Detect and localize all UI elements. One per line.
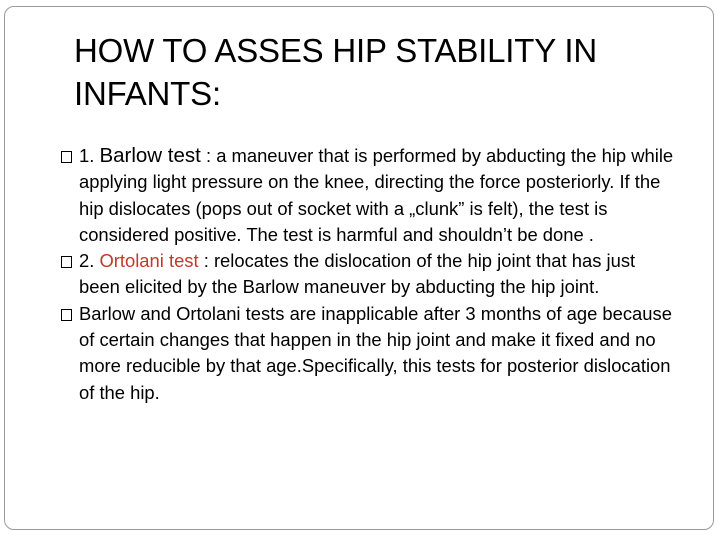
bullet-number: 2. bbox=[79, 250, 100, 272]
slide-body bbox=[59, 143, 679, 406]
bullet-box-icon bbox=[61, 256, 72, 268]
bullet-number: 1. bbox=[79, 145, 100, 166]
bullet-age-limit bbox=[59, 301, 679, 406]
bullet-barlow bbox=[59, 143, 679, 248]
slide-title: HOW TO ASSES HIP STABILITY IN INFANTS: bbox=[74, 32, 597, 112]
bullet-ortolani bbox=[59, 248, 679, 301]
bullet-box-icon bbox=[61, 151, 72, 163]
barlow-test-term: Barlow test bbox=[99, 144, 201, 167]
ortolani-test-term: Ortolani test bbox=[99, 250, 199, 272]
bullet-box-icon bbox=[61, 309, 72, 321]
bullet-text: : relocates the dislocation of the hip joint that has just been elicited by the Barlow maneuver by abducting the hip joint. bbox=[79, 250, 636, 298]
slide-frame bbox=[4, 6, 714, 530]
bullet-text: Barlow and Ortolani tests are inapplicable after 3 months of age because of certain changes that happen in the hip joint and make it fixed and no more reducible by that age.Specifically, this tests for posterior dislocation of the hip. bbox=[79, 302, 672, 403]
bullet-text: : a maneuver that is performed by abducting the hip while applying light pressure on the knee, directing the force posteriorly. If the hip dislocates (pops out of socket with a „clunk” is felt), the test is considered positive. The test is harmful and shouldn’t be done . bbox=[79, 145, 674, 245]
